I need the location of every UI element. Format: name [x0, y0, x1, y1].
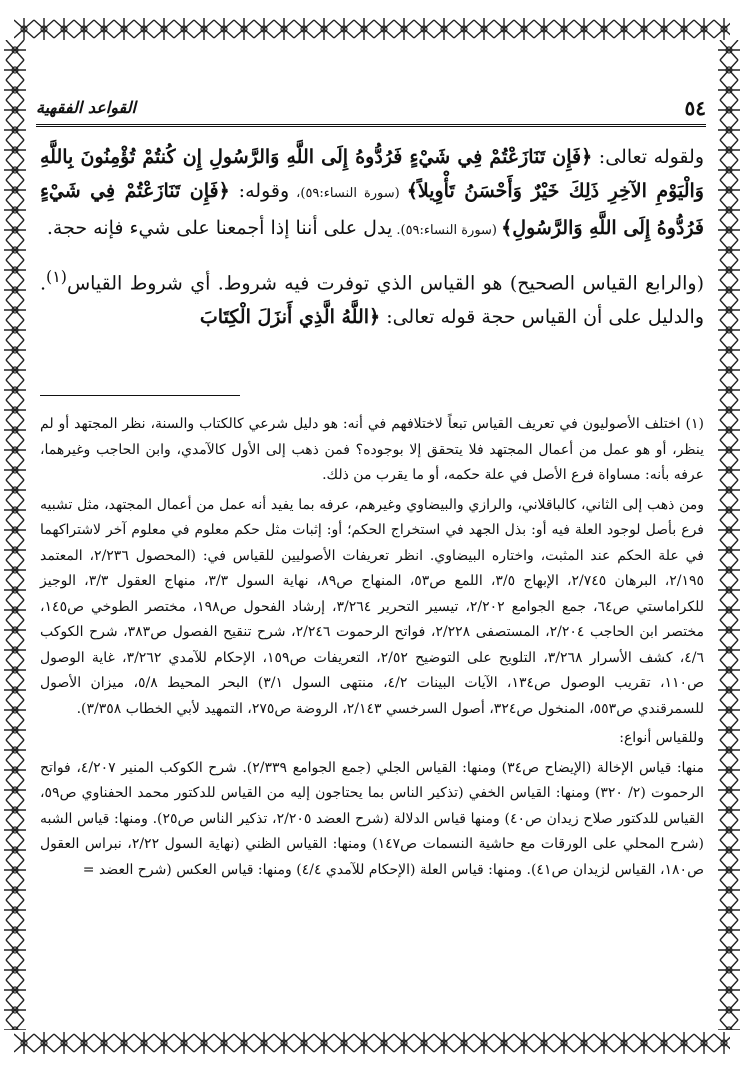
- text-rest: يدل على أننا إذا أجمعنا على شيء فإنه حجة.: [46, 217, 393, 239]
- border-top-ornament: [14, 16, 730, 42]
- header-rule: [36, 124, 706, 127]
- border-right-ornament: [716, 40, 742, 1030]
- text-mid: وقوله:: [229, 180, 290, 202]
- text-qiyas-evidence: . والدليل على أن القياس حجة قوله تعالى:: [40, 272, 704, 329]
- main-text: [40, 140, 704, 346]
- border-bottom-ornament: [14, 1030, 730, 1056]
- text-qiyas: (والرابع القياس الصحيح) هو القياس الذي توفرت فيه شروط. أي شروط القياس: [66, 272, 704, 295]
- verse-reference: (سورة النساء:٥٩).: [392, 223, 502, 238]
- verse-reference: (سورة النساء:٥٩)،: [289, 186, 407, 201]
- footnote-4: منها: قياس الإخالة (الإيضاح ص٣٤) ومنها: القياس الجلي (جمع الجوامع ٢/٣٣٩). شرح الكوكب المنير ٤/٢٠٧، فواتح الرحموت (٢/ ٣٢٠) ومنها: القياس الخفي (تذكير الناس بما يحتاجون إليه من القياس للدكتور محمد الحفناوي ص٥٩، القياس للدكتور صلاح زيدان ص٤٠) ومنها قياس الدلالة (شرح العضد ٢/٢٠٥، تذكير الناس ص٢٥). ومنها: قياس الشبه (شرح المحلي على الورقات مع حاشية النسمات ص١٤٧) ومنها: القياس الظني (نهاية السول ٢/٢٢، نبراس العقول ص١٨٠، القياس لزيدان ص٤١). ومنها: قياس العلة (الإحكام للآمدي ٤/٤) ومنها: قياس العكس (شرح العضد =: [40, 759, 705, 878]
- footnote-3: وللقياس أنواع:: [619, 730, 704, 746]
- footnote-separator: [40, 395, 240, 396]
- running-title: القواعد الفقهية: [36, 98, 136, 117]
- border-left-ornament: [2, 40, 28, 1030]
- footnote-2: ومن ذهب إلى الثاني، كالباقلاني، والرازي والبيضاوي وغيرهم، عرفه بما يفيد أنه عمل من أعمال المجتهد، مثل تشبيه فرع بأصل لوجود العلة فيه أو: بذل الجهد في استخراج الحكم؛ أو: إثبات مثل حكم معلوم في معلوم آخر لاشتراكهما في علة الحكم عند المثبت، واختاره البيضاوي. انظر تعريفات الأصوليين للقياس في: (المحصول ٢/٢٣٦، المعتمد ٢/١٩٥، البرهان ٢/٧٤٥، الإبهاج ٣/٥، اللمع ص٥٣، المنهاج ص٨٩، نهاية السول ٣/٣، منهاج العقول ٣/٣، الوجيز للكراماستي ص٦٤، جمع الجوامع ٢/٢٠٢، تيسير التحرير ٣/٢٦٤، إرشاد الفحول ص١٩٨، مختصر الطوخي ص١٤٥، مختصر ابن الحاجب ٢/٢٠٤، المستصفى ٢/٢٢٨، فواتح الرحموت ٢/٢٤٦، شرح تنقيح الفصول ص٣٨٣، شرح الكوكب ٤/٦، كشف الأسرار ٣/٢٦٨، التلويح على التوضيح ٢/٥٢، التعريفات ص١٥٩، الإحكام للآمدي ٣/٢٦٢، غاية الوصول ص١١٠، تقريب الوصول ص١٣٤، الآيات البينات ٤/٢، منتهى السول ٣/١) البحر المحيط ٥/٨، ميزان الأصول للسمرقندي ص٥٥٣، المنخول ص٣٢٤، أصول السرخسي ٢/١٤٣، الروضة ص٢٧٥، التمهيد لأبي الخطاب ٣/٣٥٨).: [40, 496, 705, 717]
- paragraph-qiyas: [40, 260, 704, 334]
- quran-verse: ﴿اللَّهُ الَّذِي أَنزَلَ الْكِتَابَ: [199, 306, 381, 329]
- footnotes: [40, 412, 704, 887]
- text-intro: ولقوله تعالى:: [592, 146, 705, 168]
- quran-verse: ﴿فَإِن تَنَازَعْتُمْ فِي شَيْءٍ فَرُدُّوهُ إِلَى اللَّهِ وَالرَّسُولِ إِن كُنتُمْ تُؤْمِنُونَ بِاللَّهِ وَالْيَوْمِ الآخِرِ ذَلِكَ خَيْرٌ وَأَحْسَنُ تَأْوِيلاً﴾: [40, 146, 704, 202]
- quran-verse: ﴿فَإِن تَنَازَعْتُمْ فِي شَيْءٍ فَرُدُّوهُ إِلَى اللَّهِ وَالرَّسُولِ﴾: [40, 180, 704, 239]
- page-header: [36, 96, 706, 122]
- paragraph-ijma: [40, 140, 704, 248]
- page-number: ٥٤: [684, 96, 706, 120]
- footnote-1: (١) اختلف الأصوليون في تعريف القياس تبعاً لاختلافهم في أنه: هو دليل شرعي كالكتاب والسنة، نظر المجتهد أو لم ينظر، أو هو عمل من أعمال المجتهد فلا يتحقق إلا بوجوده؟ فمن ذهب إلى الأول كالآمدي، وابن الحاجب وغيرهما، عرفه بأنه: مساواة فرع الأصل في علة حكمه، أو ما يقرب من ذلك.: [40, 416, 704, 483]
- footnote-marker: (١): [46, 267, 67, 286]
